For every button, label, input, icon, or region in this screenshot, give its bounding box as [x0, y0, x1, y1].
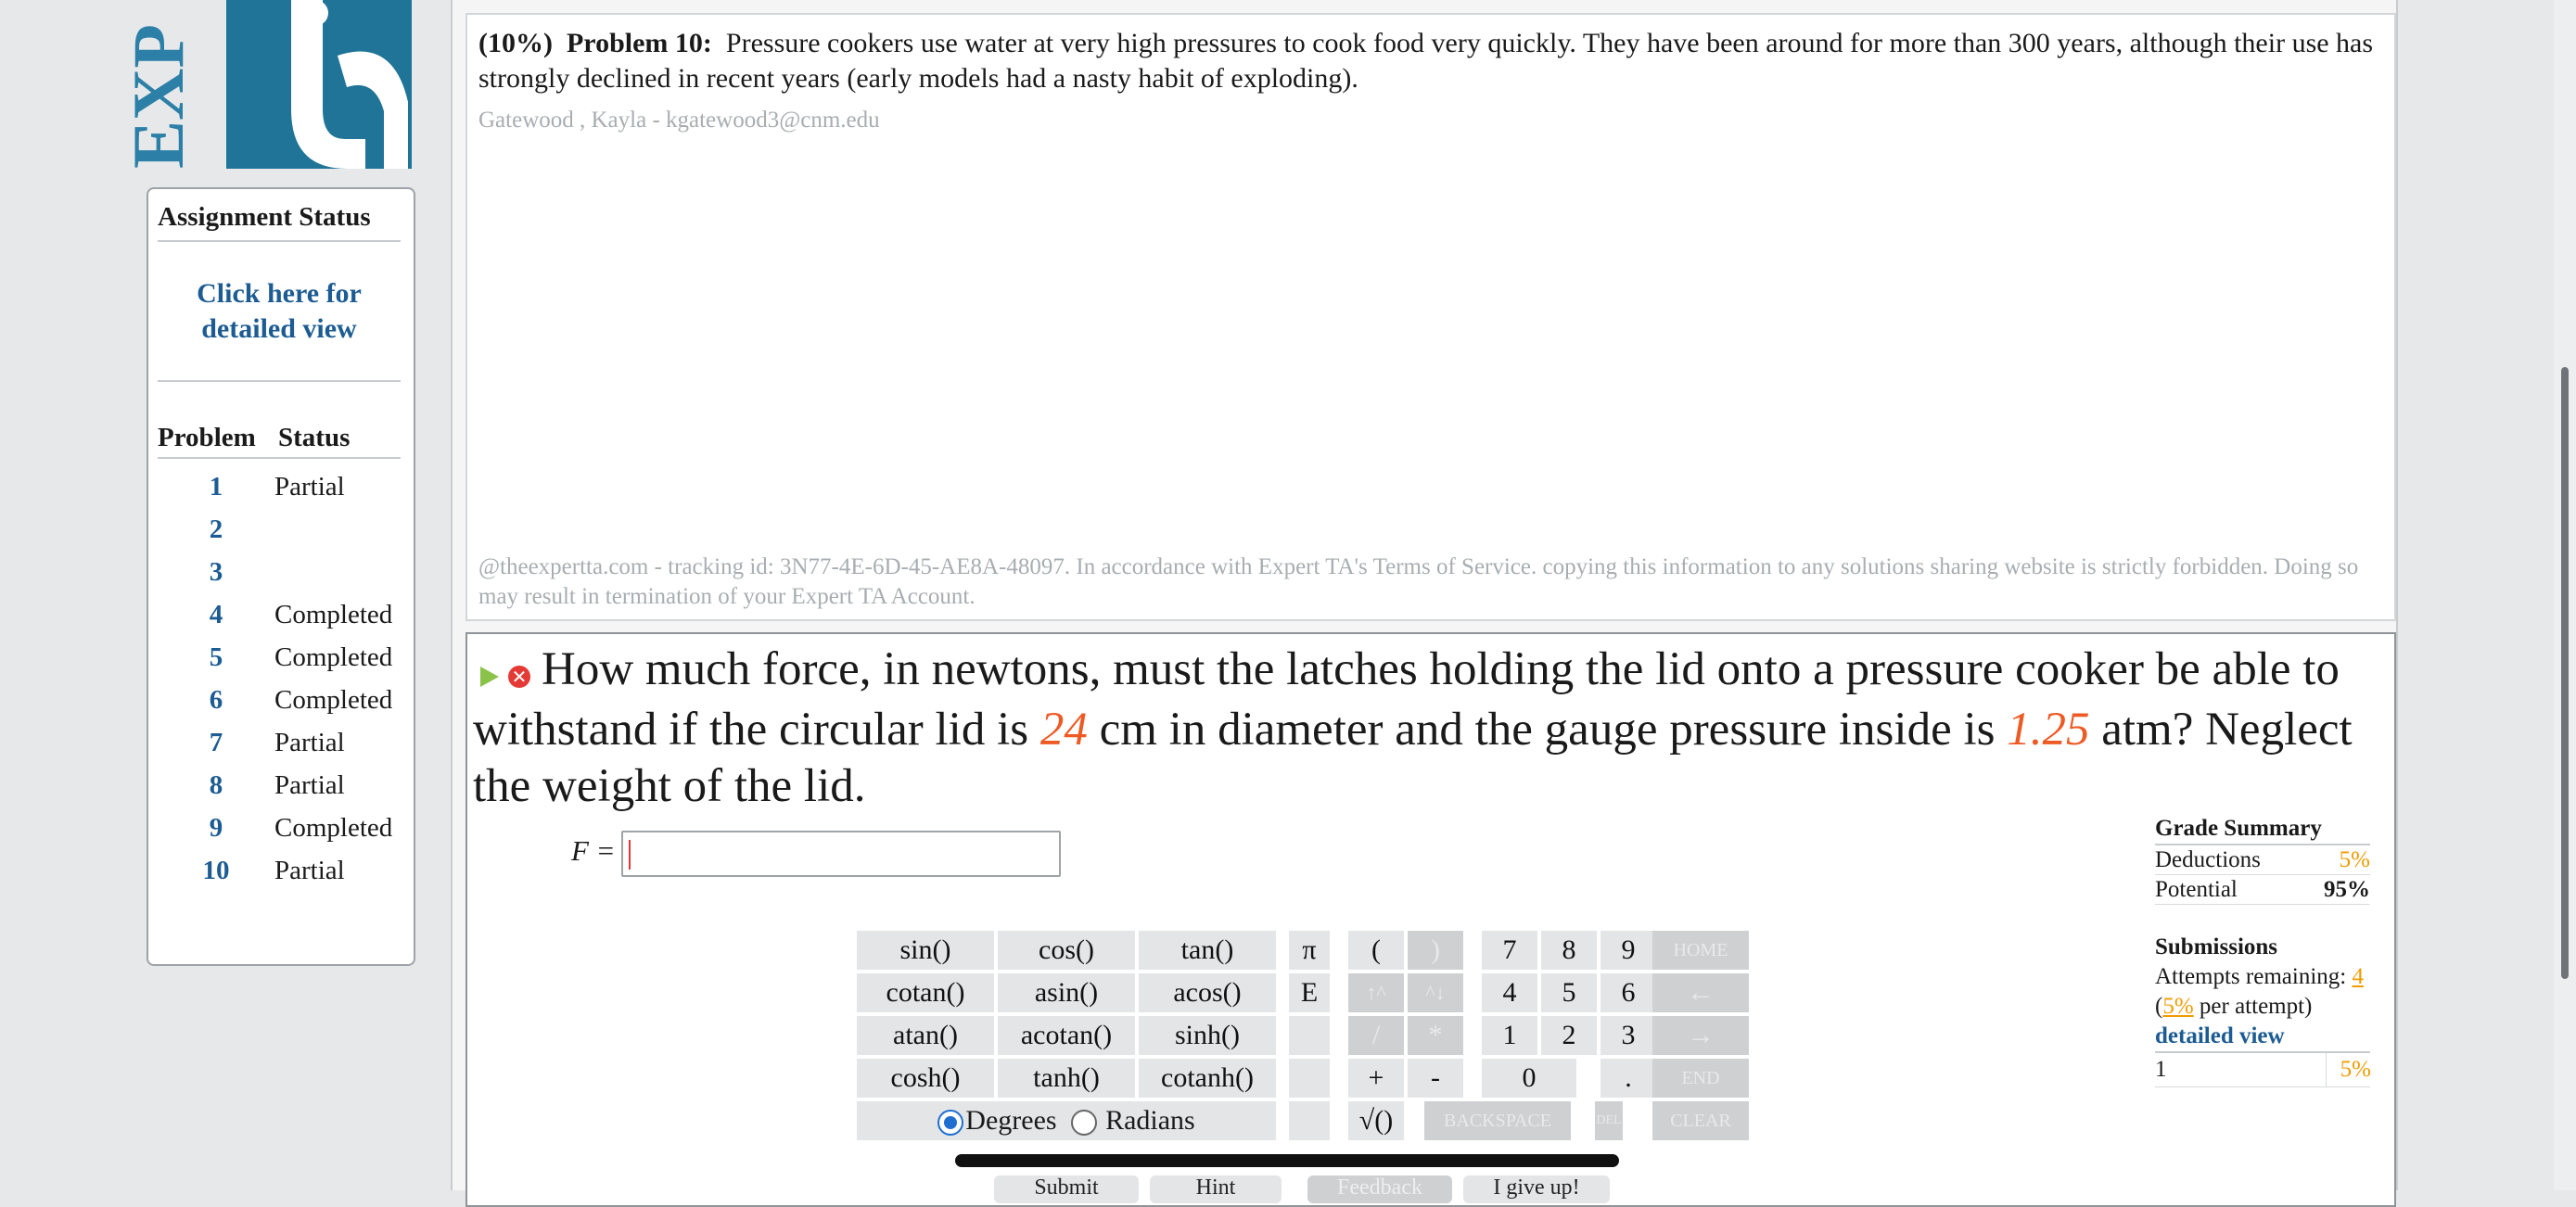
- attempts-value: 4: [2352, 964, 2364, 989]
- per-attempt-value: 5%: [2162, 994, 2194, 1019]
- plus-key[interactable]: +: [1348, 1059, 1404, 1098]
- assignment-status-title: Assignment Status: [158, 202, 401, 242]
- grade-summary: [2155, 816, 2370, 905]
- clear-key[interactable]: CLEAR: [1652, 1101, 1749, 1140]
- cos-key[interactable]: cos(): [998, 931, 1135, 970]
- answer-label: F =: [571, 834, 616, 867]
- atan-key[interactable]: atan(): [857, 1016, 994, 1055]
- problem-link[interactable]: 4: [209, 600, 223, 629]
- problem-link[interactable]: 1: [209, 472, 223, 502]
- problem-link[interactable]: 5: [209, 642, 223, 672]
- page-scrollbar-thumb[interactable]: [2561, 367, 2569, 979]
- deductions-label: Deductions: [2155, 847, 2261, 872]
- answer-input[interactable]: [621, 831, 1061, 877]
- cotan-key[interactable]: cotan(): [857, 973, 994, 1012]
- radians-label: Radians: [1105, 1105, 1195, 1136]
- problem-status: Partial: [274, 472, 345, 502]
- play-icon[interactable]: [480, 667, 499, 687]
- e-key[interactable]: E: [1289, 973, 1330, 1012]
- deductions-row: [2155, 845, 2370, 875]
- per-attempt: [2155, 992, 2370, 1022]
- question-part-2: cm in diameter and the gauge pressure inside is: [1087, 703, 2008, 756]
- hint-button[interactable]: Hint: [1150, 1175, 1282, 1203]
- feedback-button[interactable]: Feedback: [1307, 1175, 1452, 1203]
- tan-key[interactable]: tan(): [1139, 931, 1276, 970]
- submit-button[interactable]: Submit: [994, 1175, 1139, 1203]
- text-caret: [629, 840, 631, 870]
- status-table-header: [158, 423, 401, 459]
- degrees-radio[interactable]: [937, 1110, 963, 1136]
- status-row: [158, 551, 417, 593]
- open-paren-key[interactable]: (: [1348, 931, 1404, 970]
- problem-weight: (10%): [478, 28, 553, 58]
- digit-7-key[interactable]: 7: [1482, 931, 1537, 970]
- minus-key[interactable]: -: [1408, 1059, 1463, 1098]
- problem-status: Completed: [274, 642, 393, 672]
- deductions-value: 5%: [2339, 847, 2370, 872]
- degrees-label: Degrees: [965, 1105, 1057, 1136]
- submissions-panel: [2155, 933, 2370, 1087]
- problem-link[interactable]: 2: [209, 515, 223, 544]
- digit-6-key[interactable]: 6: [1600, 973, 1656, 1012]
- status-row: [158, 508, 417, 551]
- give-up-button[interactable]: I give up!: [1463, 1175, 1610, 1203]
- problem-link[interactable]: 9: [209, 813, 223, 843]
- radians-radio[interactable]: [1071, 1110, 1097, 1136]
- logo-text: EXP: [118, 24, 198, 169]
- multiply-key[interactable]: *: [1408, 1016, 1463, 1055]
- problem-link[interactable]: 6: [209, 685, 223, 715]
- close-paren-key[interactable]: ): [1408, 931, 1463, 970]
- per-attempt-text: per attempt): [2199, 994, 2313, 1019]
- problem-status: Partial: [274, 856, 345, 885]
- grade-summary-title: Grade Summary: [2155, 816, 2370, 845]
- sinh-key[interactable]: sinh(): [1139, 1016, 1276, 1055]
- digit-8-key[interactable]: 8: [1541, 931, 1597, 970]
- submissions-detailed-view-link[interactable]: detailed view: [2155, 1022, 2370, 1053]
- problem-statement: [478, 26, 2379, 96]
- pressure-value: 1.25: [2007, 703, 2090, 756]
- tracking-notice: @theexpertta.com - tracking id: 3N77-4E-6D-45-AE8A-48097. In accordance with Expert TA's Terms of Service. copying this information to any solutions sharing website is strictly forbidden. Doing so may result in termination of your Expert TA Account.: [478, 554, 2359, 609]
- status-row: [158, 764, 417, 807]
- incorrect-x-icon: ✕: [508, 666, 530, 688]
- problem-status: Partial: [274, 728, 345, 757]
- problem-link[interactable]: 8: [209, 770, 223, 800]
- status-row: [158, 849, 417, 892]
- cursor-right-key[interactable]: →: [1652, 1016, 1749, 1055]
- sin-key[interactable]: sin(): [857, 931, 994, 970]
- divide-key[interactable]: /: [1348, 1016, 1404, 1055]
- status-column-header: Status: [278, 423, 351, 452]
- asin-key[interactable]: asin(): [998, 973, 1135, 1012]
- status-row: [158, 593, 417, 636]
- cosh-key[interactable]: cosh(): [857, 1059, 994, 1098]
- problem-link[interactable]: 3: [209, 557, 223, 587]
- submission-deduction: 5%: [2326, 1053, 2371, 1086]
- tanh-key[interactable]: tanh(): [998, 1059, 1135, 1098]
- digit-0-key[interactable]: 0: [1482, 1059, 1576, 1098]
- problem-text: Pressure cookers use water at very high pressures to cook food very quickly. They have been around for more than 300 years, although their use has strongly declined in recent years (early models had a nasty habit of exploding).: [478, 28, 2374, 94]
- digit-3-key[interactable]: 3: [1600, 1016, 1656, 1055]
- assignment-status-panel: [147, 187, 415, 966]
- digit-2-key[interactable]: 2: [1541, 1016, 1597, 1055]
- expert-ta-logo: [118, 0, 412, 169]
- problem-status: Completed: [274, 813, 393, 843]
- problem-column-header: Problem: [158, 423, 256, 452]
- problem-label: Problem 10:: [566, 28, 712, 58]
- end-key[interactable]: END: [1652, 1059, 1749, 1098]
- logo-ta-glyph: [226, 0, 412, 169]
- digit-9-key[interactable]: 9: [1600, 931, 1656, 970]
- divider: [158, 380, 401, 382]
- status-row: [158, 465, 417, 508]
- potential-value: 95%: [2324, 877, 2370, 902]
- sqrt-key[interactable]: √(): [1348, 1101, 1404, 1140]
- digit-5-key[interactable]: 5: [1541, 973, 1597, 1012]
- problem-status: Completed: [274, 685, 393, 715]
- exponent-down-key[interactable]: ^↓: [1408, 973, 1463, 1012]
- status-row: [158, 807, 417, 849]
- backspace-key[interactable]: BACKSPACE: [1424, 1101, 1571, 1140]
- digit-1-key[interactable]: 1: [1482, 1016, 1537, 1055]
- submission-row: [2155, 1053, 2370, 1087]
- detailed-view-link[interactable]: Click here for detailed view: [197, 278, 362, 344]
- attempts-remaining: [2155, 962, 2370, 992]
- paren: (: [2155, 994, 2163, 1019]
- question-part-1: How much force, in newtons, must the latches holding the lid onto a pressure cooker be able to withstand if the circular lid is: [473, 643, 2340, 756]
- problem-link[interactable]: 10: [202, 856, 230, 885]
- horizontal-scrollbar[interactable]: [955, 1154, 1619, 1167]
- cotanh-key[interactable]: cotanh(): [1139, 1059, 1276, 1098]
- question-icons: [473, 645, 530, 702]
- question-part-3: atm? Neglect the weight of the lid.: [473, 703, 2353, 812]
- delete-key[interactable]: DEL: [1595, 1101, 1623, 1140]
- status-row: [158, 721, 417, 764]
- blank-key: [1289, 1016, 1330, 1055]
- question-text: [473, 642, 2383, 815]
- potential-label: Potential: [2155, 877, 2238, 902]
- blank-key: [1289, 1101, 1330, 1140]
- decimal-key[interactable]: .: [1600, 1059, 1656, 1098]
- acotan-key[interactable]: acotan(): [998, 1016, 1135, 1055]
- status-table: [158, 465, 417, 892]
- problem-link[interactable]: 7: [209, 728, 223, 757]
- digit-4-key[interactable]: 4: [1482, 973, 1537, 1012]
- blank-key: [1289, 1059, 1330, 1098]
- submissions-title: Submissions: [2155, 934, 2278, 959]
- problem-status: Partial: [274, 770, 345, 800]
- potential-row: [2155, 875, 2370, 905]
- student-info: Gatewood , Kayla - kgatewood3@cnm.edu: [478, 108, 880, 133]
- logo-mark: [226, 0, 412, 169]
- acos-key[interactable]: acos(): [1139, 973, 1276, 1012]
- submission-number: 1: [2155, 1057, 2167, 1082]
- cursor-left-key[interactable]: ←: [1652, 973, 1749, 1012]
- pi-key[interactable]: π: [1289, 931, 1330, 970]
- angle-mode-toggle: [857, 1101, 1276, 1140]
- home-key[interactable]: HOME: [1652, 931, 1749, 970]
- diameter-value: 24: [1039, 703, 1088, 756]
- exponent-up-key[interactable]: ↑^: [1348, 973, 1404, 1012]
- problem-statement-box: [465, 13, 2396, 621]
- status-row: [158, 636, 417, 679]
- attempts-label: Attempts remaining:: [2155, 964, 2347, 989]
- status-row: [158, 679, 417, 721]
- problem-status: Completed: [274, 600, 393, 629]
